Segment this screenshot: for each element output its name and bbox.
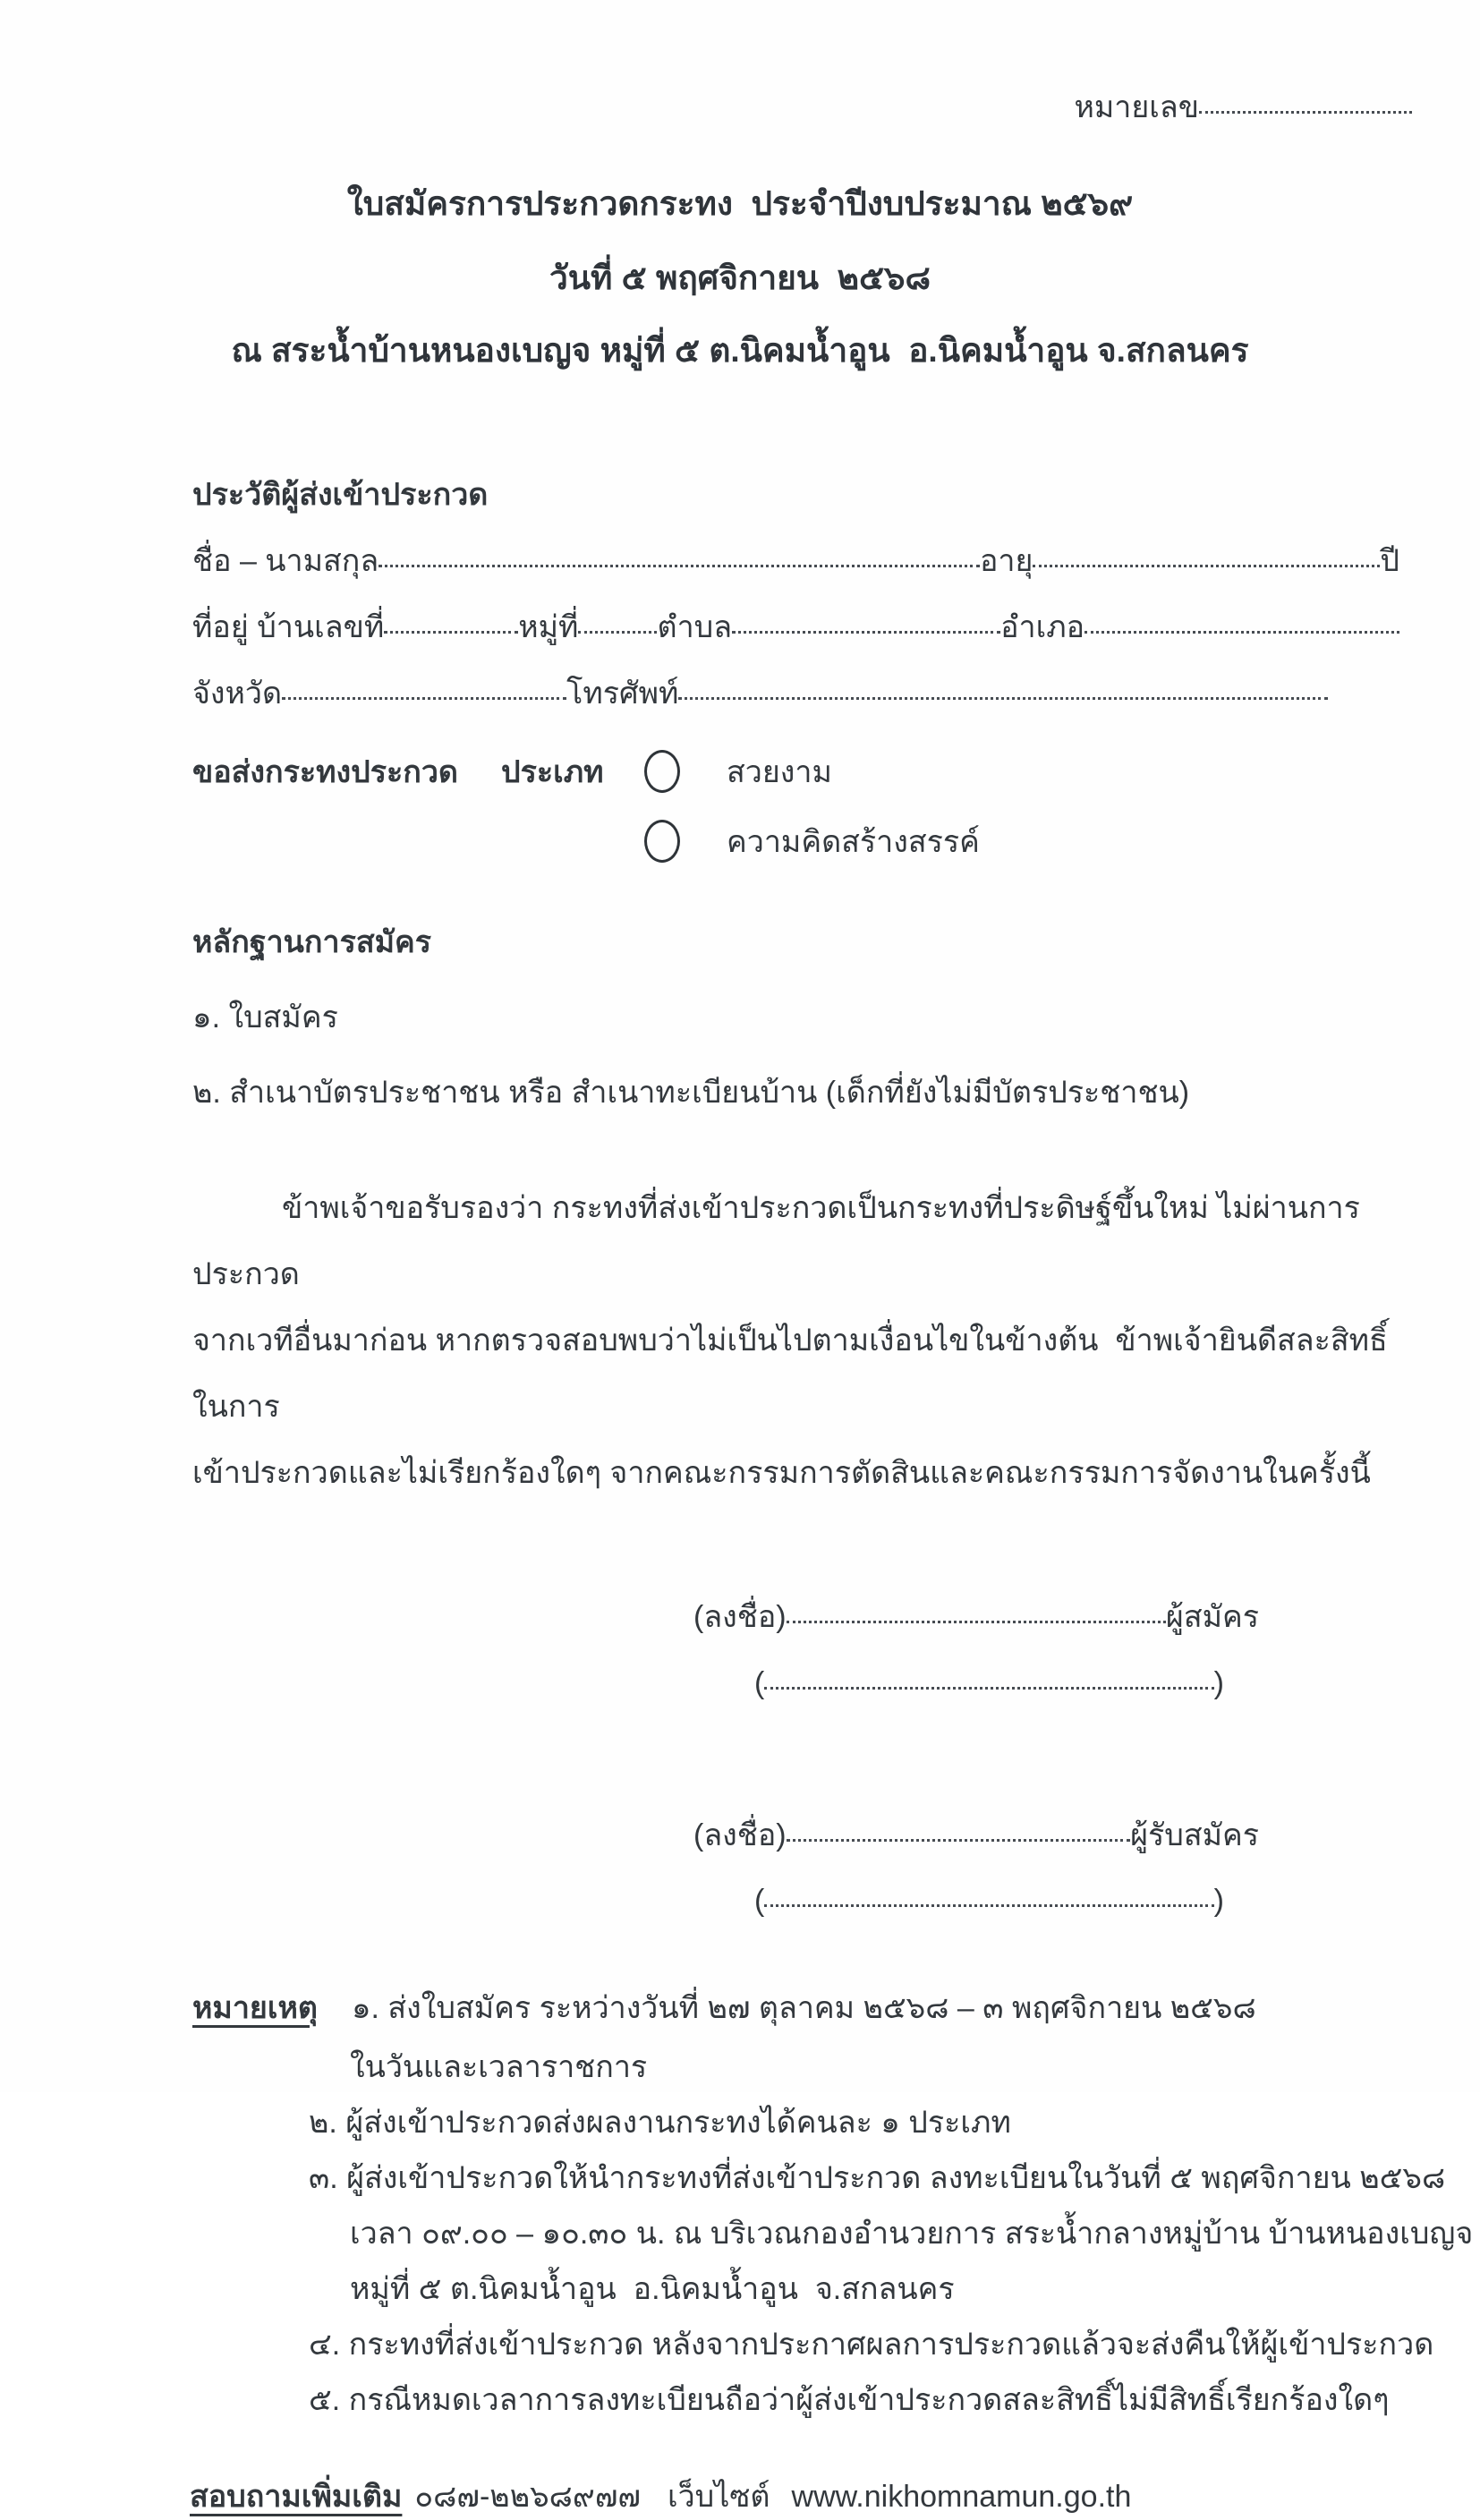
form-title: ใบสมัครการประกวดกระทง ประจำปีงบประมาณ ๒๕๖๙: [346, 185, 1134, 222]
tambon-field-line[interactable]: [732, 599, 1000, 634]
profile-section-heading: ประวัติผู้ส่งเข้าประกวด: [192, 478, 489, 512]
category-heading: [192, 747, 644, 796]
contact-label: สอบถามเพิ่มเติม: [190, 2480, 403, 2515]
note-line-5: ๕. กรณีหมดเวลาการลงทะเบียนถือว่าผู้ส่งเข้าประกวดสละสิทธิ์ไม่มีสิทธิ์เรียกร้องใดๆ: [309, 2383, 1390, 2418]
phone-field-line[interactable]: [678, 665, 1328, 700]
notes-section: [192, 1983, 1480, 2420]
age-unit-label: ปี: [1380, 544, 1399, 578]
name-field-line[interactable]: [379, 532, 980, 567]
receiver-sign-prefix: (ลงชื่อ): [693, 1818, 787, 1852]
website-url: www.nikhomnamun.go.th: [791, 2480, 1132, 2515]
note-line-2: ๒. ผู้ส่งเข้าประกวดส่งผลงานกระทงได้คนละ ๑ ประเภท: [309, 2106, 1011, 2141]
name-label: ชื่อ – นามสกุล: [192, 544, 379, 578]
radio-circle-creative[interactable]: [644, 820, 680, 863]
age-label: อายุ: [979, 544, 1033, 578]
house-number-label: ที่อยู่ บ้านเลขที่: [192, 610, 385, 644]
category-heading-right: ประเภท: [501, 755, 604, 789]
province-label: จังหวัด: [192, 677, 283, 711]
applicant-sign-prefix: (ลงชื่อ): [693, 1600, 787, 1634]
number-row: [0, 0, 1480, 131]
tambon-label: ตำบล: [657, 610, 733, 644]
applicant-name-paren-row: [754, 1658, 1224, 1701]
radio-circle-beauty[interactable]: [644, 750, 680, 793]
website-label: เว็บไซต์: [667, 2480, 770, 2515]
house-number-field-line[interactable]: [384, 599, 518, 634]
form-venue: ณ สระน้ำบ้านหนองเบญจ หมู่ที่ ๕ ต.นิคมน้ำอูน อ.นิคมน้ำอูน จ.สกลนคร: [231, 332, 1249, 369]
declaration-line-1: ข้าพเจ้าขอรับรองว่า กระทงที่ส่งเข้าประกวดเป็นกระทงที่ประดิษฐ์ขึ้นใหม่ ไม่ผ่านการประกวด: [192, 1191, 1360, 1291]
notes-first-row: [192, 1983, 1480, 2031]
phone-label: โทรศัพท์: [566, 677, 679, 711]
receiver-name-paren-row: [754, 1877, 1224, 1920]
amphoe-field-line[interactable]: [1084, 599, 1399, 634]
note-line-3-cont-b: หมู่ที่ ๕ ต.นิคมน้ำอูน อ.นิคมน้ำอูน จ.สกลนคร: [350, 2272, 955, 2307]
declaration-line-2: จากเวทีอื่นมาก่อน หากตรวจสอบพบว่าไม่เป็นไปตามเงื่อนไขในข้างต้น ข้าพเจ้ายินดีสละสิทธิ์ในการ: [192, 1324, 1388, 1424]
category-option-creative-label: ความคิดสร้างสรรค์: [727, 825, 980, 859]
applicant-signature-line[interactable]: [787, 1588, 1166, 1623]
category-heading-left: ขอส่งกระทงประกวด: [192, 755, 459, 789]
applicant-role-label: ผู้สมัคร: [1165, 1600, 1259, 1634]
province-phone-line: [192, 668, 1328, 717]
category-row-beauty: [192, 747, 1480, 796]
note-line-3-cont-a: เวลา ๐๙.๐๐ – ๑๐.๓๐ น. ณ บริเวณกองอำนวยการ สระน้ำกลางหมู่บ้าน บ้านหนองเบญจ: [350, 2217, 1474, 2252]
address-line: [192, 602, 1399, 651]
contact-phone: ๐๘๗-๒๒๖๘๙๗๗: [414, 2480, 641, 2515]
paren-close: ): [1213, 1884, 1224, 1919]
receiver-signature-line[interactable]: [787, 1807, 1130, 1842]
province-field-line[interactable]: [282, 665, 566, 700]
moo-label: หมู่ที่: [518, 610, 579, 644]
applicant-printed-name-line[interactable]: [764, 1655, 1213, 1690]
note-line-3: ๓. ผู้ส่งเข้าประกวดให้นำกระทงที่ส่งเข้าประกวด ลงทะเบียนในวันที่ ๕ พฤศจิกายน ๒๕๖๘: [309, 2161, 1446, 2196]
evidence-item-1: ๑. ใบสมัคร: [192, 1000, 338, 1034]
evidence-section-heading: หลักฐานการสมัคร: [192, 925, 432, 959]
receiver-printed-name-line[interactable]: [764, 1873, 1213, 1908]
form-date: วันที่ ๕ พฤศจิกายน ๒๕๖๘: [549, 260, 931, 296]
receiver-signature-row: [693, 1810, 1259, 1859]
number-label: หมายเลข: [1074, 90, 1199, 124]
declaration-line-3: เข้าประกวดและไม่เรียกร้องใดๆ จากคณะกรรมการตัดสินและคณะกรรมการจัดงานในครั้งนี้: [192, 1456, 1371, 1490]
paren-close: ): [1213, 1665, 1224, 1700]
footer-contact-row: [190, 2472, 1480, 2520]
paren-open: (: [754, 1665, 765, 1700]
number-field-line[interactable]: [1199, 79, 1412, 114]
category-row-creative: [192, 817, 1480, 865]
note-line-4: ๔. กระทงที่ส่งเข้าประกวด หลังจากประกาศผลการประกวดแล้วจะส่งคืนให้ผู้เข้าประกวด: [309, 2328, 1434, 2362]
notes-heading: หมายเหตุ: [192, 1991, 318, 2026]
category-option-beauty-label: สวยงาม: [727, 755, 832, 789]
evidence-item-2: ๒. สำเนาบัตรประชาชน หรือ สำเนาทะเบียนบ้าน (เด็กที่ยังไม่มีบัตรประชาชน): [192, 1076, 1190, 1110]
applicant-signature-row: [693, 1592, 1259, 1640]
note-line-1: ๑. ส่งใบสมัคร ระหว่างวันที่ ๒๗ ตุลาคม ๒๕๖๘ – ๓ พฤศจิกายน ๒๕๖๘: [351, 1991, 1256, 2026]
paren-open: (: [754, 1884, 765, 1919]
receiver-role-label: ผู้รับสมัคร: [1130, 1818, 1259, 1852]
age-field-line[interactable]: [1033, 532, 1380, 567]
declaration-paragraph: [192, 1175, 1395, 1506]
name-age-line: [192, 536, 1399, 584]
amphoe-label: อำเภอ: [1000, 610, 1085, 644]
note-line-1-cont: ในวันและเวลาราชการ: [350, 2050, 648, 2085]
moo-field-line[interactable]: [578, 599, 657, 634]
